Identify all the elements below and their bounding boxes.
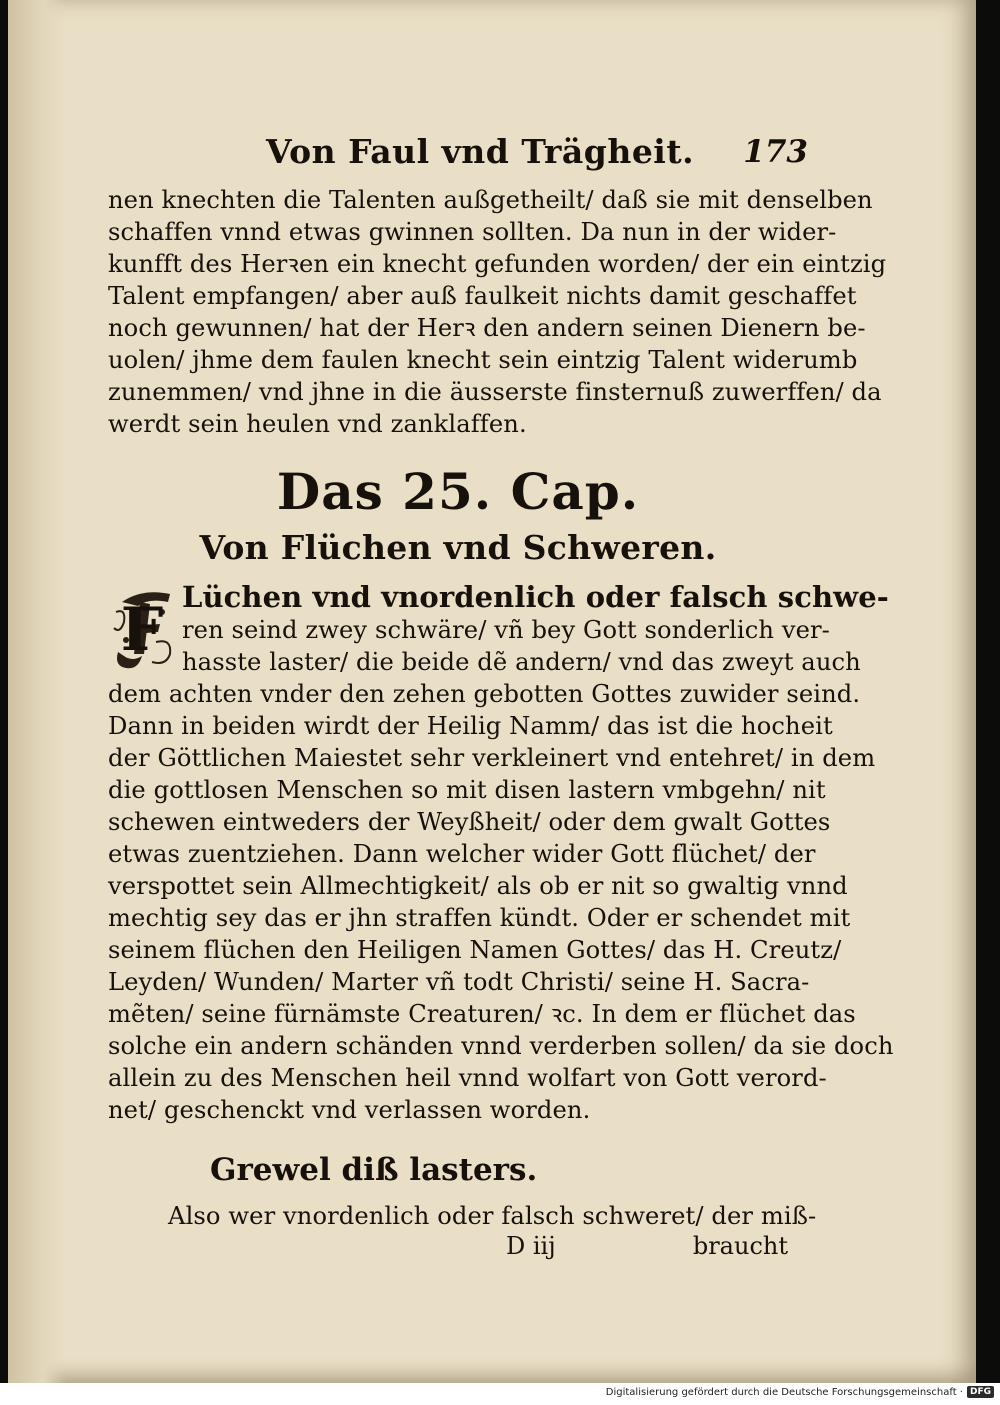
text-line: schaffen vnnd etwas gwinnen sollten. Da nun in der wider- bbox=[108, 218, 837, 246]
paragraph-body bbox=[108, 678, 894, 1126]
paragraph-start bbox=[108, 1200, 817, 1232]
text-line: nen knechten die Talenten außgetheilt/ daß sie mit denselben bbox=[108, 186, 873, 214]
text-line: Dann in beiden wirdt der Heilig Namm/ das ist die hocheit bbox=[108, 712, 833, 740]
text-line: mẽten/ seine fürnämste Creaturen/ ꝛc. In dem er flüchet das bbox=[108, 1000, 856, 1028]
decorated-initial-icon bbox=[112, 582, 178, 672]
text-line: Leyden/ Wunden/ Marter vñ todt Christi/ seine H. Sacra- bbox=[108, 968, 810, 996]
paragraph-continuation bbox=[108, 184, 887, 440]
initial-letter: F bbox=[120, 595, 164, 665]
text-block bbox=[108, 120, 894, 1266]
text-line: dem achten vnder den zehen gebotten Gottes zuwider seind. bbox=[108, 680, 861, 708]
text-line: kunfft des Herꝛen ein knecht gefunden worden/ der ein eintzig bbox=[108, 250, 887, 278]
text-line: solche ein andern schänden vnnd verderben sollen/ da sie doch bbox=[108, 1032, 894, 1060]
chapter-title: Das 25. Cap. bbox=[276, 462, 640, 521]
text-line: mechtig sey das er jhn straffen kündt. Oder er schendet mit bbox=[108, 904, 851, 932]
text-line: noch gewunnen/ hat der Herꝛ den andern seinen Dienern be- bbox=[108, 314, 866, 342]
text-line: net/ geschenckt vnd verlassen worden. bbox=[108, 1096, 591, 1124]
text-line: schewen eintweders der Weyßheit/ oder dem gwalt Gottes bbox=[108, 808, 831, 836]
page-gutter bbox=[8, 0, 66, 1383]
credit-text: Digitalisierung gefördert durch die Deutsche Forschungsgemeinschaft · bbox=[605, 1386, 963, 1398]
text-line: Talent empfangen/ aber auß faulkeit nichts damit geschaffet bbox=[108, 282, 857, 310]
text-line: zunemmen/ vnd jhne in die äusserste finsternuß zuwerffen/ da bbox=[108, 378, 882, 406]
chapter-subtitle: Von Flüchen vnd Schweren. bbox=[199, 528, 717, 567]
section-heading: Grewel diß lasters. bbox=[210, 1152, 538, 1188]
text-line: hasste laster/ die beide dẽ andern/ vnd das zweyt auch bbox=[182, 648, 861, 676]
text-line: seinem flüchen den Heiligen Namen Gottes/ das H. Creutz/ bbox=[108, 936, 842, 964]
text-line: etwas zuentziehen. Dann welcher wider Gott flüchet/ der bbox=[108, 840, 816, 868]
page-header bbox=[108, 120, 808, 184]
text-line: allein zu des Menschen heil vnnd wolfart von Gott verord- bbox=[108, 1064, 827, 1092]
catchword: braucht bbox=[692, 1232, 788, 1260]
text-line: die gottlosen Menschen so mit disen lastern vmbgehn/ nit bbox=[108, 776, 826, 804]
signature-mark: D iij bbox=[506, 1232, 556, 1260]
text-line: uolen/ jhme dem faulen knecht sein eintzig Talent widerumb bbox=[108, 346, 858, 374]
page-footer bbox=[108, 1232, 808, 1266]
digitization-credit bbox=[606, 1386, 994, 1398]
text-line: ren seind zwey schwäre/ vñ bey Gott sonderlich ver- bbox=[182, 616, 830, 644]
text-line: werdt sein heulen vnd zanklaffen. bbox=[108, 410, 527, 438]
dfg-logo-icon: DFG bbox=[967, 1386, 994, 1398]
book-page bbox=[8, 0, 976, 1383]
page-number: 173 bbox=[743, 134, 808, 170]
text-line: der Göttlichen Maiestet sehr verkleinert vnd entehret/ in dem bbox=[108, 744, 876, 772]
chapter-opening bbox=[108, 580, 889, 678]
text-line: Lüchen vnd vnordenlich oder falsch schwe- bbox=[182, 580, 889, 614]
text-line: verspottet sein Allmechtigkeit/ als ob er nit so gwaltig vnnd bbox=[108, 872, 848, 900]
running-head: Von Faul vnd Trägheit. bbox=[266, 132, 695, 171]
text-line: Also wer vnordenlich oder falsch schweret/ der miß- bbox=[168, 1202, 817, 1230]
